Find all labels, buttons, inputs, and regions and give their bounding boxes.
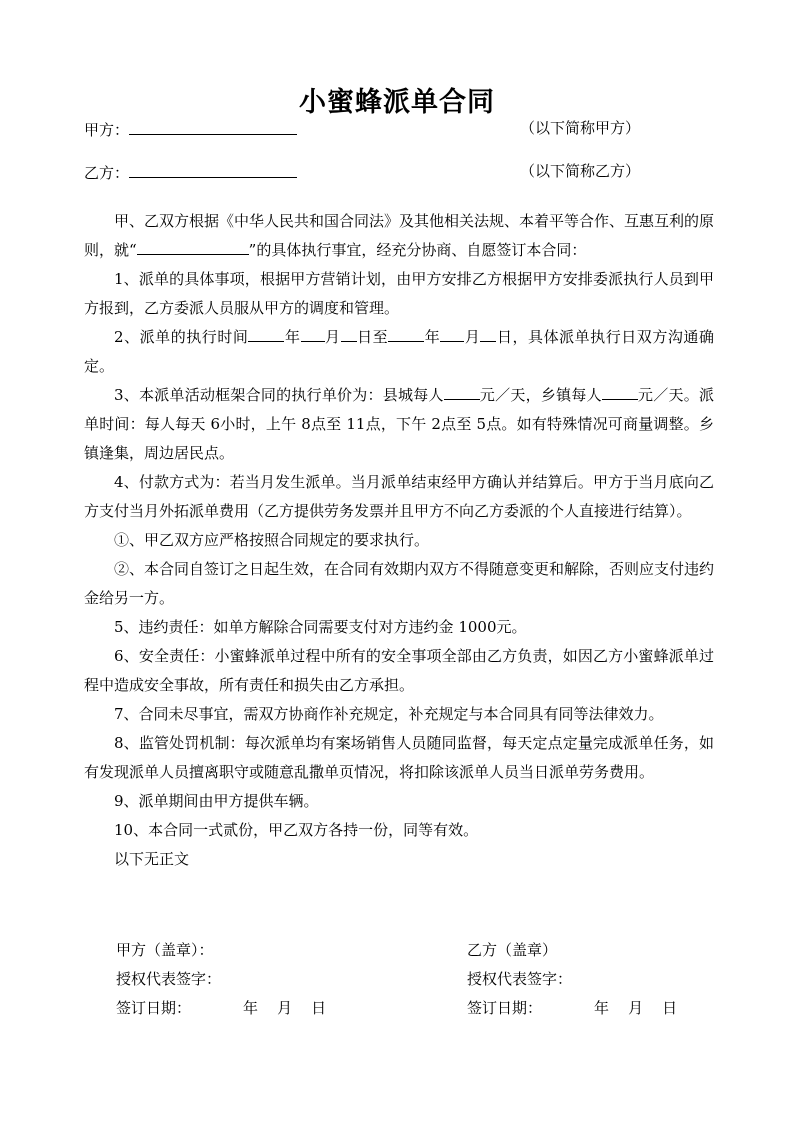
party-b-blank[interactable] [129, 160, 297, 178]
intro-text-1: 甲、乙双方根据《中华人民共和国合同法》及其他相关法规、本着平等合作、互惠互利的原则，就“ [84, 212, 715, 259]
county-price-blank[interactable] [444, 384, 480, 400]
intro-text-2: ”的具体执行事宜，经充分协商、自愿签订本合同： [248, 241, 587, 259]
document-title: 小蜜蜂派单合同 [299, 87, 495, 118]
party-a-line [84, 117, 297, 139]
clause-3-text-a: 3、本派单活动框架合同的执行单价为：县城每人 [114, 386, 444, 404]
party-b-rep-label: 授权代表签字： [467, 970, 573, 988]
party-a-signature [116, 936, 326, 1023]
party-a-label: 甲方： [84, 121, 130, 139]
end-year-blank[interactable] [388, 326, 424, 342]
clause-2-text-f: 月 [464, 328, 481, 346]
end-day-blank[interactable] [480, 326, 496, 342]
clause-7: 7、合同未尽事宜，需双方协商作补充规定，补充规定与本合同具有同等法律效力。 [114, 705, 664, 723]
contract-body [84, 207, 714, 874]
clause-10: 10、本合同一式贰份，甲乙双方各持一份，同等有效。 [114, 821, 479, 839]
party-a-date-label: 签订日期： [116, 999, 192, 1017]
clause-3-text-c: 元／天。派单时间：每人每天 6小时，上午 8点至 11点，下午 2点至 5点。如有特殊情况可商量调整。乡镇逢集，周边居民点。 [84, 386, 714, 462]
end-month-blank[interactable] [440, 326, 464, 342]
clause-9: 9、派单期间由甲方提供车辆。 [114, 792, 319, 810]
party-a-rep-label: 授权代表签字： [116, 970, 222, 988]
party-a-seal-label: 甲方（盖章）： [116, 941, 214, 959]
clause-2-text-c: 月 [324, 328, 341, 346]
end-note: 以下无正文 [114, 850, 190, 868]
clause-3 [84, 381, 714, 468]
clause-3-text-b: 元／天，乡镇每人 [479, 386, 602, 404]
clause-6: 6、安全责任：小蜜蜂派单过程中所有的安全事项全部由乙方负责，如因乙方小蜜蜂派单过程中造成安全事故，所有责任和损失由乙方承担。 [84, 647, 714, 694]
party-b-date-units: 年 月 日 [594, 999, 678, 1017]
clause-2 [84, 323, 714, 381]
clause-2-text-g: 日，具体派单执行日双方沟通确定。 [84, 328, 714, 375]
party-b-signature [467, 936, 677, 1023]
clause-2-text-a: 2、派单的执行时间 [114, 328, 249, 346]
start-year-blank[interactable] [248, 326, 284, 342]
clause-2-text-b: 年 [284, 328, 301, 346]
clause-4-item-1: ①、甲乙双方应严格按照合同规定的要求执行。 [114, 531, 430, 549]
party-b-label: 乙方： [84, 164, 130, 182]
clause-2-text-e: 年 [424, 328, 441, 346]
party-b-note: （以下简称乙方） [520, 162, 641, 180]
party-a-date-row [116, 994, 326, 1023]
clause-5: 5、违约责任：如单方解除合同需要支付对方违约金 1000元。 [114, 618, 527, 636]
clause-2-text-d: 日至 [356, 328, 389, 346]
party-b-line [84, 160, 297, 182]
start-day-blank[interactable] [341, 326, 357, 342]
party-b-date-label: 签订日期： [467, 999, 543, 1017]
party-b-seal-label: 乙方（盖章） [467, 941, 558, 959]
intro-paragraph [84, 207, 714, 265]
party-a-note: （以下简称甲方） [520, 119, 641, 137]
clause-4-item-2: ②、本合同自签订之日起生效，在合同有效期内双方不得随意变更和解除，否则应支付违约金给另一方。 [84, 560, 715, 607]
party-a-date-units: 年 月 日 [243, 999, 327, 1017]
party-b-date-row [467, 994, 677, 1023]
clause-1: 1、派单的具体事项，根据甲方营销计划，由甲方安排乙方根据甲方安排委派执行人员到甲方报到，乙方委派人员服从甲方的调度和管理。 [84, 270, 714, 317]
project-name-blank[interactable] [137, 239, 249, 255]
town-price-blank[interactable] [602, 384, 638, 400]
clause-4: 4、付款方式为：若当月发生派单。当月派单结束经甲方确认并结算后。甲方于当月底向乙方支付当月外拓派单费用（乙方提供劳务发票并且甲方不向乙方委派的个人直接进行结算）。 [84, 473, 714, 520]
start-month-blank[interactable] [301, 326, 325, 342]
party-a-blank[interactable] [129, 117, 297, 135]
clause-8: 8、监管处罚机制：每次派单均有案场销售人员随同监督，每天定点定量完成派单任务，如有发现派单人员擅离职守或随意乱撒单页情况，将扣除该派单人员当日派单劳务费用。 [84, 734, 714, 781]
